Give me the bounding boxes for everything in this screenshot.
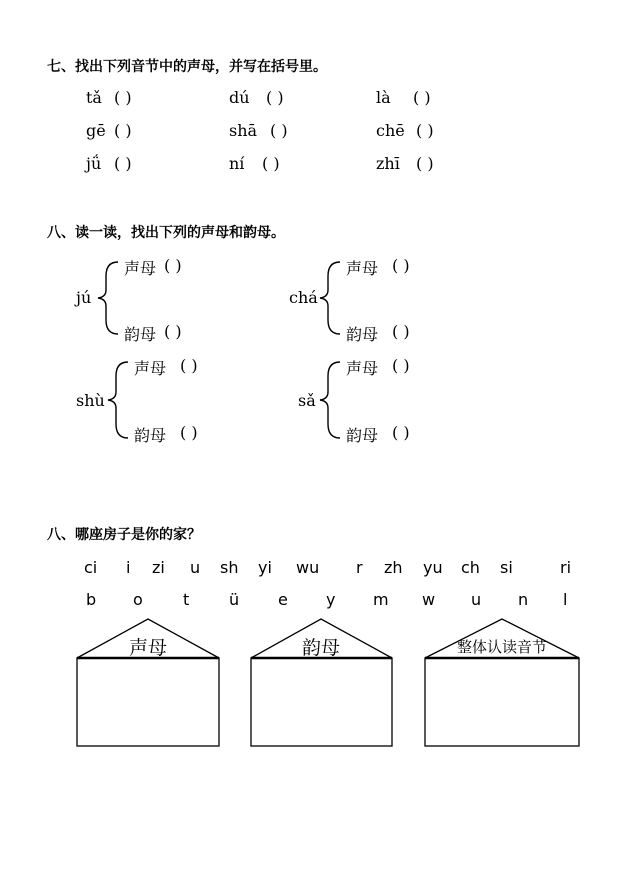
sound-item[interactable]: t bbox=[183, 590, 190, 609]
sound-item[interactable]: b bbox=[86, 590, 97, 609]
syllable-ju: jǘ bbox=[86, 154, 102, 173]
house-label-whole-syllables: 整体认读音节 bbox=[456, 638, 547, 656]
answer-paren[interactable]: ( ) bbox=[270, 121, 288, 140]
sound-item[interactable]: ch bbox=[461, 558, 480, 577]
syllable-ta: tǎ bbox=[86, 88, 102, 107]
curly-brace bbox=[320, 362, 340, 438]
initial-label: 声母 bbox=[346, 359, 379, 378]
sound-item[interactable]: e bbox=[278, 590, 288, 609]
curly-brace bbox=[108, 362, 128, 438]
final-label: 韵母 bbox=[346, 325, 379, 344]
section8b-heading: 八、哪座房子是你的家？ bbox=[47, 527, 201, 543]
sound-item[interactable]: wu bbox=[296, 558, 320, 577]
sound-item[interactable]: l bbox=[563, 590, 568, 609]
syllable-sha: shā bbox=[229, 121, 258, 140]
sound-item[interactable]: zi bbox=[152, 558, 165, 577]
curly-brace bbox=[98, 262, 118, 334]
house-drop-area-finals[interactable] bbox=[252, 659, 391, 745]
brace-group bbox=[98, 262, 340, 438]
sound-item[interactable]: r bbox=[356, 558, 363, 577]
answer-paren[interactable]: ( ) bbox=[164, 256, 182, 275]
house-label-initials: 声母 bbox=[128, 637, 167, 659]
section7-heading: 七、找出下列音节中的声母，并写在括号里。 bbox=[47, 59, 327, 75]
sound-item[interactable]: ü bbox=[229, 590, 240, 609]
sound-item[interactable]: u bbox=[190, 558, 201, 577]
sound-item[interactable]: y bbox=[326, 590, 336, 609]
answer-paren[interactable]: ( ) bbox=[392, 423, 410, 442]
syllable-che: chē bbox=[376, 121, 405, 140]
answer-paren[interactable]: ( ) bbox=[262, 154, 280, 173]
sound-item[interactable]: ri bbox=[560, 558, 572, 577]
house-drop-area-initials[interactable] bbox=[78, 659, 218, 745]
syllable-ju-group: jú bbox=[76, 288, 92, 307]
syllable-ni: ní bbox=[229, 154, 245, 173]
final-label: 韵母 bbox=[124, 325, 157, 344]
answer-paren[interactable]: ( ) bbox=[392, 256, 410, 275]
sound-item[interactable]: i bbox=[126, 558, 131, 577]
answer-paren[interactable]: ( ) bbox=[180, 356, 198, 375]
syllable-ge: gē bbox=[86, 121, 106, 140]
answer-paren[interactable]: ( ) bbox=[114, 121, 132, 140]
answer-paren[interactable]: ( ) bbox=[164, 322, 182, 341]
sound-item[interactable]: zh bbox=[384, 558, 403, 577]
sound-item[interactable]: n bbox=[518, 590, 529, 609]
syllable-sa-group: sǎ bbox=[298, 391, 316, 410]
syllable-shu-group: shù bbox=[76, 391, 105, 410]
sound-item[interactable]: w bbox=[422, 590, 436, 609]
answer-paren[interactable]: ( ) bbox=[416, 121, 434, 140]
final-label: 韵母 bbox=[134, 426, 167, 445]
answer-paren[interactable]: ( ) bbox=[392, 356, 410, 375]
answer-paren[interactable]: ( ) bbox=[114, 154, 132, 173]
final-label: 韵母 bbox=[346, 426, 379, 445]
initial-label: 声母 bbox=[346, 259, 379, 278]
answer-paren[interactable]: ( ) bbox=[180, 423, 198, 442]
sound-item[interactable]: si bbox=[500, 558, 513, 577]
answer-paren[interactable]: ( ) bbox=[266, 88, 284, 107]
sound-item[interactable]: yu bbox=[423, 558, 443, 577]
syllable-la: là bbox=[376, 88, 391, 107]
sound-item[interactable]: o bbox=[133, 590, 143, 609]
sound-item[interactable]: ci bbox=[84, 558, 98, 577]
initial-label: 声母 bbox=[134, 359, 167, 378]
house-label-finals: 韵母 bbox=[301, 637, 340, 659]
curly-brace bbox=[320, 262, 340, 334]
answer-paren[interactable]: ( ) bbox=[413, 88, 431, 107]
syllable-du: dú bbox=[229, 88, 250, 107]
answer-paren[interactable]: ( ) bbox=[392, 322, 410, 341]
syllable-cha-group: chá bbox=[289, 288, 318, 307]
section8a-heading: 八、读一读，找出下列的声母和韵母。 bbox=[47, 225, 285, 241]
syllable-zhi: zhī bbox=[376, 154, 400, 173]
sound-item[interactable]: yi bbox=[258, 558, 272, 577]
sound-item[interactable]: m bbox=[373, 590, 389, 609]
answer-paren[interactable]: ( ) bbox=[114, 88, 132, 107]
initial-label: 声母 bbox=[124, 259, 157, 278]
sound-item[interactable]: u bbox=[471, 590, 482, 609]
house-drop-area-whole-syllables[interactable] bbox=[426, 659, 578, 745]
sound-item[interactable]: sh bbox=[220, 558, 239, 577]
answer-paren[interactable]: ( ) bbox=[416, 154, 434, 173]
